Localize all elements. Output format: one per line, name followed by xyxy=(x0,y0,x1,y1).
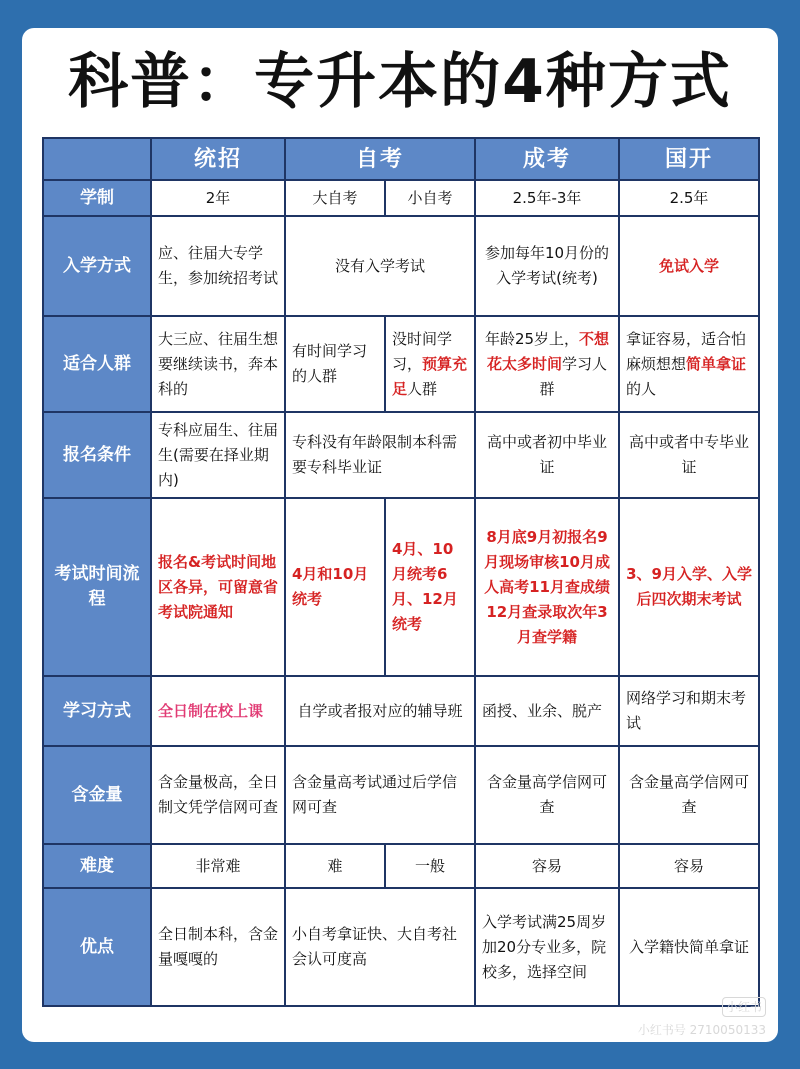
cell-zikao: 自学或者报对应的辅导班 xyxy=(285,676,475,746)
row-shihe xyxy=(43,316,759,412)
cell-tongzhao: 2年 xyxy=(151,180,285,216)
text: 拿证容易，适合怕麻烦想想 xyxy=(626,329,747,373)
cell-zikao: 没有入学考试 xyxy=(285,216,475,316)
page-title: 科普：专升本的4种方式 xyxy=(68,47,732,117)
cell-guokai: 2.5年 xyxy=(619,180,759,216)
cell-tongzhao: 全日制在校上课 xyxy=(151,676,285,746)
row-label: 学习方式 xyxy=(43,676,151,746)
text: 年龄25岁上， xyxy=(484,329,580,348)
cell-chengkao xyxy=(475,316,619,412)
row-ruxue xyxy=(43,216,759,316)
cell-chengkao: 容易 xyxy=(475,844,619,888)
text: 的人 xyxy=(626,379,657,398)
text: 学习人群 xyxy=(539,354,608,398)
row-nandu xyxy=(43,844,759,888)
cell-tongzhao: 大三应、往届生想要继续读书，奔本科的 xyxy=(151,316,285,412)
watermark-id: 小红书号 2710050133 xyxy=(637,1023,766,1037)
row-baoming xyxy=(43,412,759,498)
col-header-chengkao: 成考 xyxy=(475,138,619,180)
text: 没时间学习， xyxy=(392,329,453,373)
row-label: 含金量 xyxy=(43,746,151,844)
row-label: 入学方式 xyxy=(43,216,151,316)
cell-tongzhao: 应、往届大专学生，参加统招考试 xyxy=(151,216,285,316)
watermark-logo: 小红书 xyxy=(722,997,766,1017)
cell-dazikao: 有时间学习的人群 xyxy=(285,316,385,412)
cell-tongzhao: 全日制本科，含金量嘎嘎的 xyxy=(151,888,285,1006)
cell-guokai: 入学籍快简单拿证 xyxy=(619,888,759,1006)
cell-chengkao: 高中或者初中毕业证 xyxy=(475,412,619,498)
row-label: 报名条件 xyxy=(43,412,151,498)
cell-zikao: 专科没有年龄限制本科需要专科毕业证 xyxy=(285,412,475,498)
cell-zikao: 小自考拿证快、大自考社会认可度高 xyxy=(285,888,475,1006)
cell-tongzhao: 非常难 xyxy=(151,844,285,888)
row-kaoshi xyxy=(43,498,759,676)
row-youdian xyxy=(43,888,759,1006)
row-label: 考试时间流程 xyxy=(43,498,151,676)
highlight-text: 不想花太多时间 xyxy=(487,329,610,373)
cell-chengkao: 含金量高学信网可查 xyxy=(475,746,619,844)
row-label: 优点 xyxy=(43,888,151,1006)
cell-tongzhao: 含金量极高，全日制文凭学信网可查 xyxy=(151,746,285,844)
cell-xiaozikao: 一般 xyxy=(385,844,475,888)
cell-chengkao: 函授、业余、脱产 xyxy=(475,676,619,746)
cell-dazikao: 4月和10月统考 xyxy=(285,498,385,676)
cell-chengkao: 入学考试满25周岁加20分专业多，院校多，选择空间 xyxy=(475,888,619,1006)
cell-xiaozikao: 小自考 xyxy=(385,180,475,216)
cell-tongzhao: 报名&考试时间地区各异，可留意省考试院通知 xyxy=(151,498,285,676)
row-label: 适合人群 xyxy=(43,316,151,412)
comparison-table xyxy=(42,137,760,1007)
watermark xyxy=(638,997,766,1039)
highlight-text: 简单拿证 xyxy=(686,354,747,373)
cell-guokai: 容易 xyxy=(619,844,759,888)
col-header-tongzhao: 统招 xyxy=(151,138,285,180)
corner-cell xyxy=(43,138,151,180)
header-row xyxy=(43,138,759,180)
cell-guokai: 含金量高学信网可查 xyxy=(619,746,759,844)
cell-xiaozikao xyxy=(385,316,475,412)
cell-guokai: 高中或者中专毕业证 xyxy=(619,412,759,498)
cell-xiaozikao: 4月、10月统考6月、12月统考 xyxy=(385,498,475,676)
highlight-text: 预算充足 xyxy=(392,354,468,398)
cell-tongzhao: 专科应届生、往届生(需要在择业期内) xyxy=(151,412,285,498)
cell-chengkao: 8月底9月初报名9月现场审核10月成人高考11月查成绩12月查录取次年3月查学籍 xyxy=(475,498,619,676)
cell-guokai: 免试入学 xyxy=(619,216,759,316)
cell-zikao: 含金量高考试通过后学信网可查 xyxy=(285,746,475,844)
cell-dazikao: 大自考 xyxy=(285,180,385,216)
row-hanjin xyxy=(43,746,759,844)
row-xuezhi xyxy=(43,180,759,216)
cell-guokai: 网络学习和期末考试 xyxy=(619,676,759,746)
row-xuexi xyxy=(43,676,759,746)
cell-dazikao: 难 xyxy=(285,844,385,888)
cell-chengkao: 参加每年10月份的入学考试(统考) xyxy=(475,216,619,316)
col-header-zikao: 自考 xyxy=(285,138,475,180)
cell-chengkao: 2.5年-3年 xyxy=(475,180,619,216)
cell-guokai xyxy=(619,316,759,412)
row-label: 学制 xyxy=(43,180,151,216)
row-label: 难度 xyxy=(43,844,151,888)
cell-guokai: 3、9月入学、入学后四次期末考试 xyxy=(619,498,759,676)
col-header-guokai: 国开 xyxy=(619,138,759,180)
text: 人群 xyxy=(407,379,438,398)
